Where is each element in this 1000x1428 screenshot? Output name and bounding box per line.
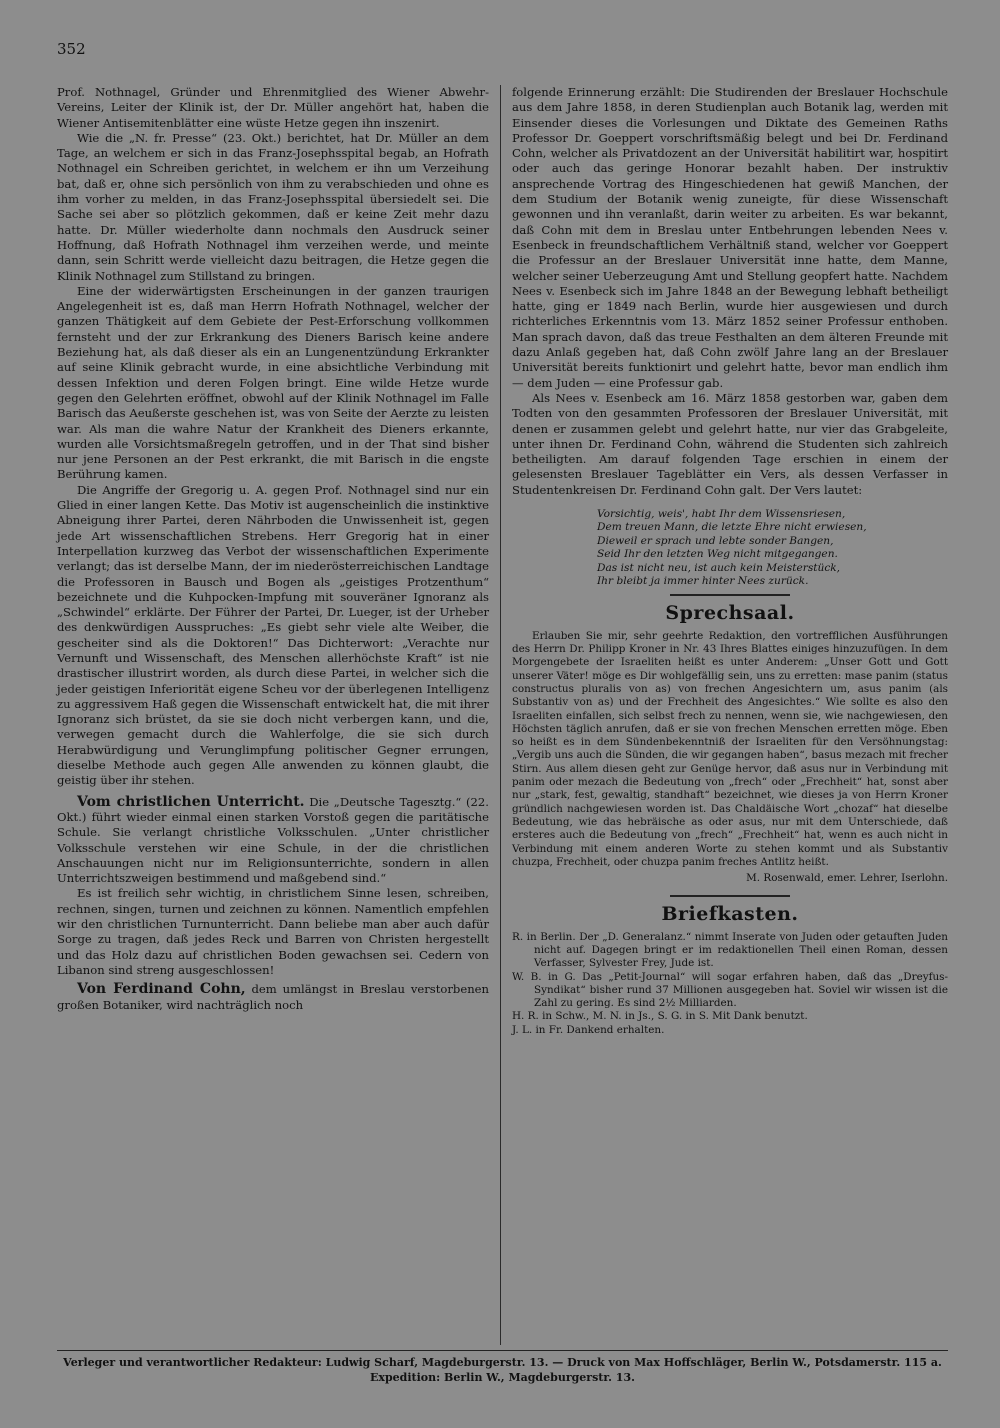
right-column [512, 85, 948, 1037]
section-rule [670, 895, 790, 897]
column-divider [500, 85, 501, 1345]
paragraph: Eine der widerwärtigsten Erscheinungen in der ganzen traurigen Angelegenheit ist es, daß man Herrn Hofrath Nothnagel, welcher der ganzen Thätigkeit auf dem Gebiete der Pest-Erforschung vollkommen fernsteht und der zur Erkrankung des Dieners Barisch keine andere Beziehung hat, als daß dieser als ein an Lungenentzündung Erkrankter auf seine Klinik gebracht wurde, in eine absichtliche Verbindung mit dessen Infektion und deren Folgen bringt. Eine wilde Hetze wurde gegen den Gelehrten eröffnet, obwohl auf der Klinik Nothnagel im Falle Barisch das Aeußerste geschehen ist, was von Seite der Aerzte zu leisten war. Als man die wahre Natur der Krankheit des Dieners erkannte, wurden alle Vorsichtsmaßregeln getroffen, und in der That sind bisher nur jene Personen an der Pest erkrankt, die mit Barisch in die engste Berührung kamen. [57, 283, 489, 482]
left-column [57, 85, 489, 1013]
briefkasten-entry: R. in Berlin. Der „D. Generalanz.“ nimmt Inserate von Juden oder getauften Juden nicht auf. Dagegen bringt er im redaktionellen Theil einen Roman, dessen Verfasser, Sylvester Frey, Jude ist. [512, 930, 948, 970]
briefkasten-entry: W. B. in G. Das „Petit-Journal“ will sogar erfahren haben, daß das „Dreyfus-Syndikat“ bisher rund 37 Millionen ausgegeben hat. Soviel wir wissen ist die Zahl zu gering. Es sind 2½ Milliarden. [512, 970, 948, 1010]
paragraph: Es ist freilich sehr wichtig, in christlichem Sinne lesen, schreiben, rechnen, singen, turnen und zeichnen zu können. Namentlich empfehlen wir den christlichen Turnunterricht. Dann beliebe man aber auch dafür Sorge zu tragen, daß jedes Reck und Barren von Christen hergestellt und das Holz dazu auf christlichen Boden gewachsen sei. Cedern von Libanon sind streng ausgeschlossen! [57, 886, 489, 977]
paragraph: Die Angriffe der Gregorig u. A. gegen Prof. Nothnagel sind nur ein Glied in einer langen Kette. Das Motiv ist augenscheinlich die instinktive Abneigung ihrer Partei, deren Nährboden die Unwissenheit ist, gegen jede Art wissenschaftlichen Strebens. Herr Gregorig hat in einer Interpellation kurzweg das Verbot der wissenschaftlichen Experimente verlangt; das ist derselbe Mann, der im niederösterreichischen Landtage die Professoren in Bausch und Bogen als „geistiges Protzenthum“ bezeichnete und die Kuhpocken-Impfung mit souveräner Ignoranz als „Schwindel“ erklärte. Der Führer der Partei, Dr. Lueger, ist der Urheber des denkwürdigen Ausspruches: „Es giebt sehr viele alte Weiber, die gescheiter sind als die Doktoren!“ Das Dichterwort: „Verachte nur Vernunft und Wissenschaft, des Menschen allerhöchste Kraft“ ist nie drastischer illustrirt worden, als durch diese Partei, in welcher sich die jeder geistigen Inferiorität eigene Scheu vor der überlegenen Intelligenz zu aggressivem Haß gegen die Wissenschaft entwickelt hat, die mit ihrer Ignoranz sich brüstet, da sie sie doch nicht verbergen kann, und die, verwegen gemacht durch die Wahlerfolge, die sie sich durch Herabwürdigung und Verunglimpfung politischer Gegner errungen, dieselbe Methode auch gegen Alle anwenden zu können glaubt, die geistig über ihr stehen. [57, 482, 489, 788]
paragraph: Wie die „N. fr. Presse“ (23. Okt.) berichtet, hat Dr. Müller an dem Tage, an welchem er sich in das Franz-Josephsspital begab, an Hofrath Nothnagel ein Schreiben gerichtet, in welchem er ihn um Verzeihung bat, daß er, ohne sich persönlich von ihm zu verabschieden und ohne es ihm vorher zu melden, in das Franz-Josephsspital übersiedelt sei. Die Sache sei aber so plötzlich gekommen, daß er keine Zeit mehr dazu hatte. Dr. Müller wiederholte dann nochmals den Ausdruck seiner Hoffnung, daß Hofrath Nothnagel ihm verzeihen werde, und meinte dann, sein Schritt werde vielleicht dazu beitragen, die Hetze gegen die Klinik Nothnagel zum Stillstand zu bringen. [57, 130, 489, 283]
paragraph: Als Nees v. Esenbeck am 16. März 1858 gestorben war, gaben dem Todten von den gesammten Professoren der Breslauer Universität, mit denen er zusammen gelebt und gelehrt hatte, nur vier das Grabgeleite, unter ihnen Dr. Ferdinand Cohn, während die Studenten sich zahlreich betheiligten. Am darauf folgenden Tage erschien in einem der gelesensten Breslauer Tageblätter ein Vers, als dessen Verfasser in Studentenkreisen Dr. Ferdinand Cohn galt. Der Vers lautet: [512, 390, 948, 497]
poem-line: Ihr bleibt ja immer hinter Nees zurück. [597, 575, 809, 588]
footer-rule [57, 1350, 948, 1351]
poem-line: Dieweil er sprach und lebte sonder Bangen, [597, 534, 834, 547]
unterricht-heading: Vom christlichen Unterricht. [77, 793, 305, 810]
poem-line: Das ist nicht neu, ist auch kein Meisterstück, [597, 561, 841, 574]
imprint-line: Expedition: Berlin W., Magdeburgerstr. 13. [370, 1371, 635, 1384]
paragraph: folgende Erinnerung erzählt: Die Studirenden der Breslauer Hochschule aus dem Jahre 1858, in deren Studienplan auch Botanik lag, werden mit Einsender dieses die Vorlesungen und Diktate des Gemeinen Raths Professor Dr. Goeppert vorschriftsmäßig belegt und bei Dr. Ferdinand Cohn, welcher als Privatdozent an der Universität habilitirt war, hospitirt oder auch das geringe Honorar bezahlt haben. Der instruktiv ansprechende Vortrag des Hingeschiedenen hat gewiß Manchen, der dem Studium der Botanik wenig zuneigte, für diese Wissenschaft gewonnen und ihn veranlaßt, darin weiter zu arbeiten. Es war bekannt, daß Cohn mit dem in Breslau unter Entbehrungen lebenden Nees v. Esenbeck in freundschaftlichem Verhältniß stand, welcher vor Goeppert die Professur an der Breslauer Universität inne hatte, dem Manne, welcher seiner Ueberzeugung Amt und Stellung geopfert hatte. Nachdem Nees v. Esenbeck sich im Jahre 1848 an der Bewegung lebhaft betheiligt hatte, ging er 1849 nach Berlin, wurde hier ausgewiesen und durch richterliches Erkenntnis vom 13. März 1852 seiner Professur enthoben. Man sprach davon, daß das treue Festhalten an dem älteren Freunde mit dazu Anlaß gegeben hat, daß Cohn zwölf Jahre lang an der Breslauer Universität bereits funktionirt und gelehrt hatte, bevor man endlich ihm — dem Juden — eine Professur gab. [512, 85, 948, 390]
unterricht-lead: Die „Deutsche Tagesztg.“ (22. Okt.) führt wieder einmal einen starken Vorstoß gegen die paritätische Schule. Sie verlangt christliche Volksschulen. „Unter christlicher Volksschule verstehen wir eine Schule, in der die christlichen Anschauungen nicht nur im Religionsunterrichte, sondern in allen Unterrichtszweigen bestimmend und maßgebend sind.“ [57, 794, 489, 886]
cohn-lead: dem umlängst in Breslau verstorbenen großen Botaniker, wird nachträglich noch [57, 982, 489, 1012]
page-number: 352 [57, 40, 86, 58]
sprechsaal-text: Erlauben Sie mir, sehr geehrte Redaktion, den vortrefflichen Ausführungen des Herrn Dr. Philipp Kroner in Nr. 43 Ihres Blattes einiges hinzuzufügen. In dem Morgengebete der Israeliten heißt es unter Anderem: „Unser Gott und Gott unserer Väter! möge es Dir wohlgefällig sein, uns zu erretten: mase panim (status constructus pluralis von as) von frechen Angesichtern um, asus panim (als Substantiv von as) und der Frechheit des Angesichtes.“ Wie sollte es also den Israeliten einfallen, sich selbst frech zu nennen, wenn sie, wie nachgewiesen, den Höchsten täglich anrufen, daß er sie von frechen Menschen erretten möge. Eben so heißt es in dem Sündenbekenntniß der Israeliten für den Versöhnungstag: „Vergib uns auch die Sünden, die wir gegangen haben“, basus mezach mit frecher Stirn. Aus allem diesen geht zur Genüge hervor, daß asus nur in Verbindung mit panim oder mezach die Bedeutung von „frech“ oder „Frechheit“ hat, sonst aber nur „stark, fest, gewaltig, standhaft“ bezeichnet, wie dieses ja von Herrn Kroner gründlich nachgewiesen worden ist. Das Chaldäische Wort „chozaf“ hat dieselbe Bedeutung, wie das hebräische as oder asus, nur mit dem Unterschiede, daß ersteres auch die Bedeutung von „frech“ „Frechheit“ hat, wenn es auch nicht in Verbindung mit einem anderen Worte zu stehen kommt und als Substantiv chuzpa, Frechheit, oder chuzpa panim freches Antlitz heißt. [512, 629, 948, 868]
sprechsaal-signature: M. Rosenwald, emer. Lehrer, Iserlohn. [746, 872, 948, 885]
imprint [57, 1355, 948, 1385]
section-rule [670, 594, 790, 596]
paragraph: Prof. Nothnagel, Gründer und Ehrenmitglied des Wiener Abwehr-Vereins, Leiter der Klinik ist, der Dr. Müller angehört hat, haben die Wiener Antisemitenblätter eine wüste Hetze gegen ihn inszenirt. [57, 85, 489, 130]
unterricht-paragraph [57, 795, 489, 887]
briefkasten-entry: J. L. in Fr. Dankend erhalten. [512, 1023, 665, 1036]
cohn-paragraph [57, 982, 489, 1013]
imprint-line: Verleger und verantwortlicher Redakteur: Ludwig Scharf, Magdeburgerstr. 13. — Druck von Max Hoffschläger, Berlin W., Potsdamerstr. 115 a. [63, 1356, 942, 1369]
poem [597, 508, 948, 588]
poem-line: Seid Ihr den letzten Weg nicht mitgegangen. [597, 548, 838, 561]
cohn-heading: Von Ferdinand Cohn, [77, 981, 246, 998]
briefkasten-title: Briefkasten. [661, 903, 799, 926]
briefkasten-entry: H. R. in Schw., M. N. in Js., S. G. in S. Mit Dank benutzt. [512, 1010, 808, 1023]
briefkasten-list [512, 931, 948, 1037]
poem-line: Dem treuen Mann, die letzte Ehre nicht erwiesen, [597, 521, 867, 534]
sprechsaal-title: Sprechsaal. [665, 602, 795, 625]
poem-line: Vorsichtig, weis', habt Ihr dem Wissensriesen, [597, 508, 846, 521]
